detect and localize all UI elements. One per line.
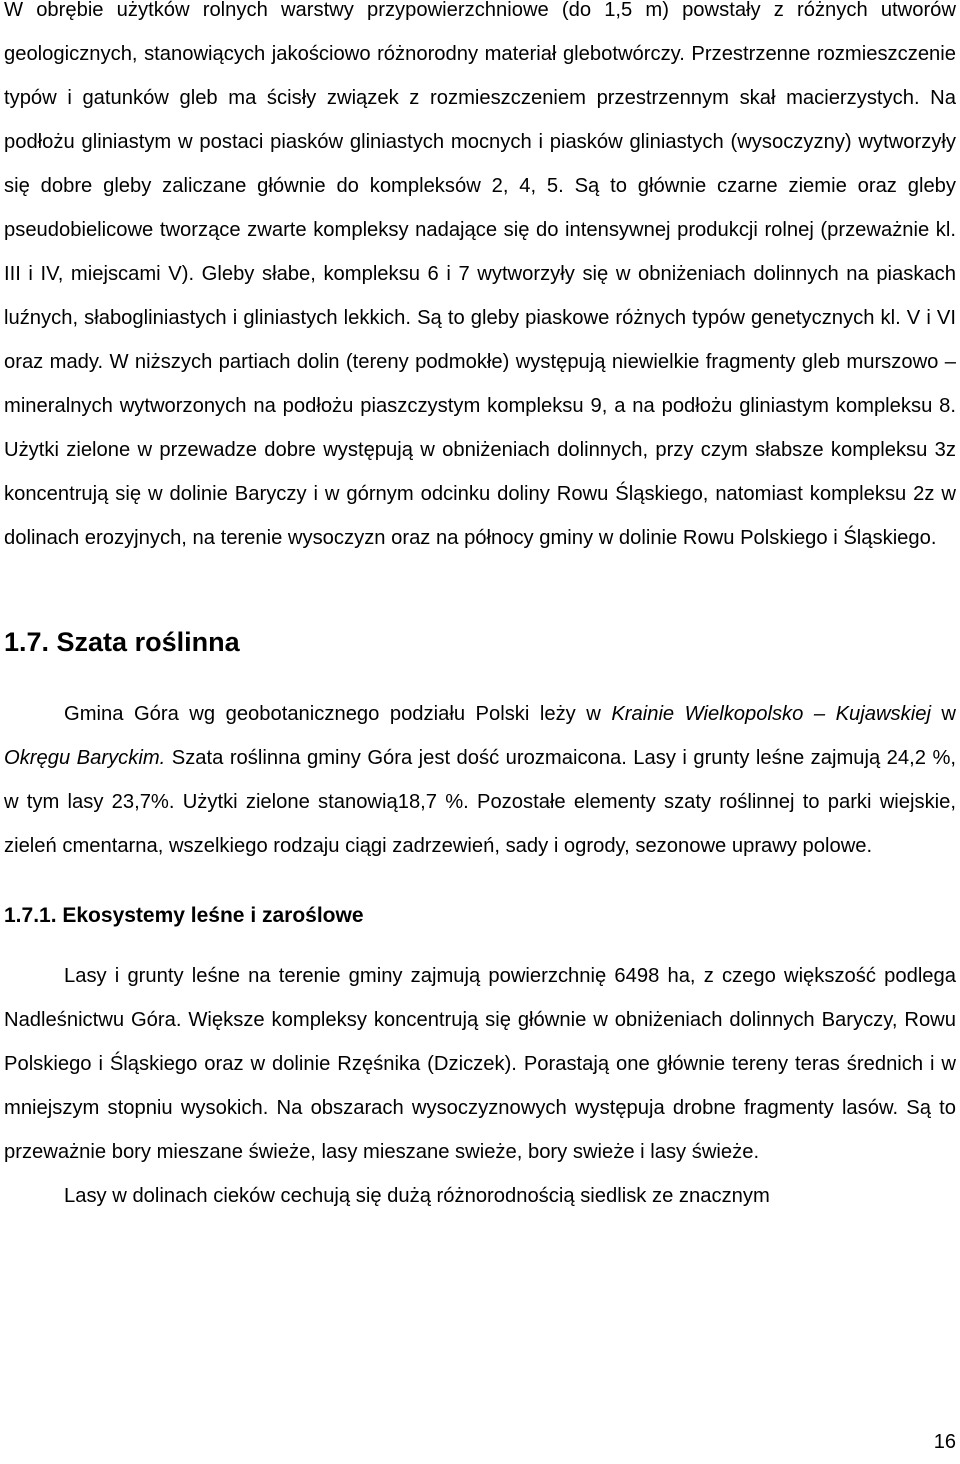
paragraph-valleys: Lasy w dolinach cieków cechują się dużą różnorodnością siedlisk ze znacznym: [64, 1185, 770, 1207]
paragraph-vegetation: [4, 692, 956, 868]
section-heading: 1.7. Szata roślinna: [4, 627, 240, 657]
document-page: [4, 0, 956, 1218]
page-number: 16: [933, 1431, 956, 1453]
vegetation-intro: Gmina Góra wg geobotanicznego podziału Polski leży w: [64, 703, 612, 725]
paragraph-soils: W obrębie użytków rolnych warstwy przypowierzchniowe (do 1,5 m) powstały z różnych utworów geologicznych, stanowiących jakościowo różnorodny materiał glebotwórczy. Przestrzenne rozmieszczenie typów i gatunków gleb ma ścisły związek z rozmieszczeniem przestrzennym skał macierzystych. Na podłożu gliniastym w postaci piasków gliniastych mocnych i piasków gliniastych (wysoczyzny) wytworzyły się dobre gleby zaliczane głównie do kompleksów 2, 4, 5. Są to głównie czarne ziemie oraz gleby pseudobielicowe tworzące zwarte kompleksy nadające się do intensywnej produkcji rolnej (przeważnie kl. III i IV, miejscami V). Gleby słabe, kompleksu 6 i 7 wytworzyły się w obniżeniach dolinnych na piaskach luźnych, słabogliniastych i gliniastych lekkich. Są to gleby piaskowe różnych typów genetycznych kl. V i VI oraz mady. W niższych partiach dolin (tereny podmokłe) występują niewielkie fragmenty gleb murszowo – mineralnych wytworzonych na podłożu piaszczystym kompleksu 9, a na podłożu gliniastym kompleksu 8. Użytki zielone w przewadze dobre występują w obniżeniach dolinnych, przy czym słabsze kompleksu 3z koncentrują się w dolinie Baryczy i w górnym odcinku doliny Rowu Śląskiego, natomiast kompleksu 2z w dolinach erozyjnych, na terenie wysoczyzn oraz na północy gminy w dolinie Rowu Polskiego i Śląskiego.: [4, 0, 956, 549]
vegetation-district: Okręgu Baryckim.: [4, 747, 166, 769]
paragraph-forests: Lasy i grunty leśne na terenie gminy zajmują powierzchnię 6498 ha, z czego większość podlega Nadleśnictwu Góra. Większe kompleksy koncentrują się głównie w obniżeniach dolinnych Baryczy, Rowu Polskiego i Śląskiego oraz w dolinie Rzęśnika (Dziczek). Porastają one głównie tereny teras średnich i w mniejszym stopniu wysokich. Na obszarach wysoczyznowych występuja drobne fragmenty lasów. Są to przeważnie bory mieszane świeże, lasy mieszane swieże, bory swieże i lasy świeże.: [4, 965, 956, 1163]
vegetation-connector: w: [930, 703, 957, 725]
subsection-heading: 1.7.1. Ekosystemy leśne i zaroślowe: [4, 904, 364, 927]
vegetation-region: Krainie Wielkopolsko – Kujawskiej: [611, 703, 931, 725]
vegetation-rest: Szata roślinna gminy Góra jest dość urozmaicona. Lasy i grunty leśne zajmują 24,2 %, w tym lasy 23,7%. Użytki zielone stanowią18,7 %. Pozostałe elementy szaty roślinnej to parki wiejskie, zieleń cmentarna, wszelkiego rodzaju ciągi zadrzewień, sady i ogrody, sezonowe uprawy polowe.: [4, 747, 957, 857]
